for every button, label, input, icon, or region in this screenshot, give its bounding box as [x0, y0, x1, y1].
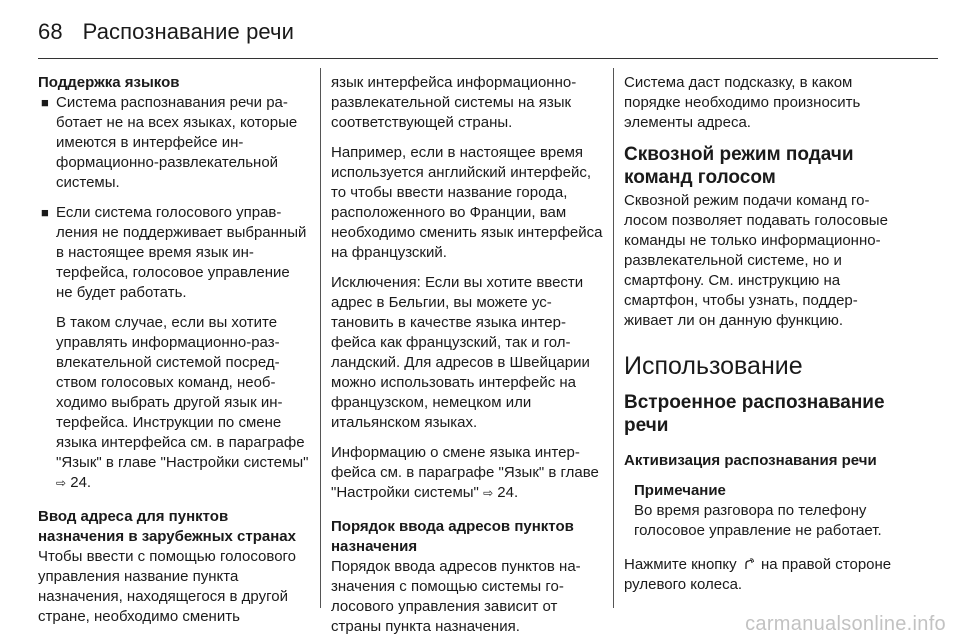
heading-usage: Использование: [624, 352, 803, 380]
note-title: Примечание: [634, 482, 726, 499]
page-ref-arrow-icon: ⇨: [483, 486, 494, 500]
column-3: [624, 73, 902, 595]
column-divider-2: [613, 68, 614, 608]
note-box: [624, 481, 902, 541]
heading-language-support: Поддержка языков: [38, 74, 180, 91]
paragraph: Исключения: Если вы хотите ввести адрес в Бельгии, вы можете установить в качестве языка интерфейса как французский, так и голландский. Для адресов в Швейцарии можно использовать интерфейс на французском, немецком или итальянском языках.: [331, 274, 590, 431]
paragraph: [38, 313, 310, 493]
note-text: Во время разговора по телефону голосовое управление не работает.: [634, 502, 882, 539]
paragraph-text: Информацию о смене языка интерфейса см. в параграфе "Язык" в главе "Настройки системы": [331, 444, 599, 501]
paragraph-text: В таком случае, если вы хотите управлять информационно-развлекательной системой посредством голосовых команд, необходимо выбрать другой язык интерфейса. Инструкции по смене языка интерфейса см. в параграфе "Язык" в главе "Настройки системы": [56, 314, 309, 471]
bullet-square-icon: ■: [41, 205, 49, 220]
paragraph: Сквозной режим подачи команд голосом позволяет подавать голосовые команды не только информационно-развлекательной системе, но и смартфону. См. инструкцию на смартфон, чтобы узнать, поддерживает ли он данную функцию.: [624, 192, 888, 329]
bullet-text: Если система голосового управления не поддерживает выбранный в настоящее время язык интерфейса, голосовое управление не будет работать.: [56, 204, 307, 301]
heading-foreign-address: Ввод адреса для пунктов назначения в зарубежных странах: [38, 508, 296, 545]
paragraph-text: на правой стороне рулевого колеса.: [624, 556, 892, 593]
paragraph: Система даст подсказку, в каком порядке необходимо произносить элементы адреса.: [624, 74, 861, 131]
paragraph: Порядок ввода адресов пунктов назначения с помощью системы голосового управления зависит от страны пункта назначения.: [331, 558, 581, 635]
bullet-square-icon: ■: [41, 95, 49, 110]
paragraph-text: Нажмите кнопку: [624, 556, 737, 573]
bullet-item: [38, 203, 310, 303]
page-ref: 24.: [497, 484, 519, 501]
page-number: 68: [38, 19, 63, 44]
paragraph: [624, 555, 902, 595]
column-divider-1: [320, 68, 321, 608]
header-rule: [38, 58, 938, 59]
heading-address-order: Порядок ввода адресов пунктов назначения: [331, 518, 574, 555]
paragraph: Чтобы ввести с помощью голосового управления название пункта назначения, находящегося в другой стране, необходимо сменить: [38, 548, 297, 625]
paragraph: язык интерфейса информационно-развлекательной системы на язык соответствующей страны.: [331, 74, 577, 131]
heading-activation: Активизация распознавания речи: [624, 452, 877, 469]
column-1: [38, 73, 310, 627]
heading-built-in-recognition: Встроенное распознавание речи: [624, 392, 885, 436]
bullet-text: Система распознавания речи работает не на всех языках, которые имеются в интерфейсе информационно-развлекательной системы.: [56, 94, 298, 191]
voice-command-button-icon: [744, 558, 754, 570]
heading-passthrough-mode: Сквозной режим подачи команд голосом: [624, 144, 854, 188]
column-2: [331, 73, 603, 637]
bullet-item: [38, 93, 310, 193]
page-ref: 24.: [70, 474, 92, 491]
page-header: [38, 14, 294, 50]
paragraph: Например, если в настоящее время используется английский интерфейс, то чтобы ввести название города, расположенного во Франции, вам необходимо сменить язык интерфейса на французский.: [331, 144, 603, 261]
page-ref-arrow-icon: ⇨: [56, 476, 67, 490]
paragraph: [331, 443, 603, 503]
watermark: carmanualsonline.info: [745, 613, 946, 635]
chapter-title: Распознавание речи: [82, 19, 294, 44]
